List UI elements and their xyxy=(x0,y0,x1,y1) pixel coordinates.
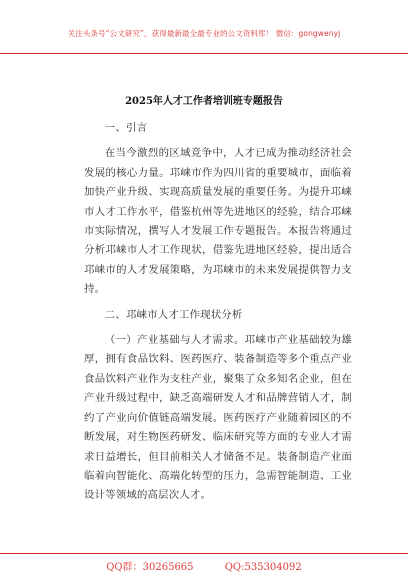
header-notice: 关注头条号“公文研究”，获得最新最全最专业的公文资料库！ 微信：gongwenyj xyxy=(67,29,341,38)
page-header xyxy=(0,0,408,62)
section-heading-introduction: 一、引言 xyxy=(104,122,148,134)
document-body xyxy=(84,119,352,506)
footer-contact xyxy=(0,558,408,573)
document-title: 2025年人才工作者培训班专题报告 xyxy=(125,96,283,107)
footer-qq-group: QQ群：30265665 xyxy=(106,562,194,573)
paragraph-introduction: 在当今激烈的区域竞争中，人才已成为推动经济社会发展的核心力量。邛崃市作为四川省的重要城市，面临着加快产业升级、实现高质量发展的重要任务。为提升邛崃市人才工作水平，借鉴杭州等先进地区的经验，结合邛崃市实际情况，撰写人才发展工作专题报告。本报告将通过分析邛崃市人才工作现状，借鉴先进地区经验，提出适合邛崃市的人才发展策略，为邛崃市的未来发展提供智力支持。 xyxy=(84,147,352,296)
section-heading-status: 二、邛崃市人才工作现状分析 xyxy=(104,308,243,321)
page-footer xyxy=(0,553,408,576)
header-divider xyxy=(0,53,408,54)
footer-qq: QQ:535304092 xyxy=(224,562,302,573)
paragraph-industry-talent: （一）产业基础与人才需求。邛崃市产业基础较为雄厚，拥有食品饮料、医药医疗、装备制造等多个重点产业食品饮料产业作为支柱产业，聚集了众多知名企业，但在产业升级过程中，缺乏高端研发人才和品牌营销人才，制约了产业向价值链高端发展。医药医疗产业随着园区的不断发展，对生物医药研发、临床研究等方面的专业人才需求日益增长，但目前相关人才储备不足。装备制造产业面临着向智能化、高端化转型的压力，急需智能制造、工业设计等领域的高层次人才。 xyxy=(84,334,352,502)
